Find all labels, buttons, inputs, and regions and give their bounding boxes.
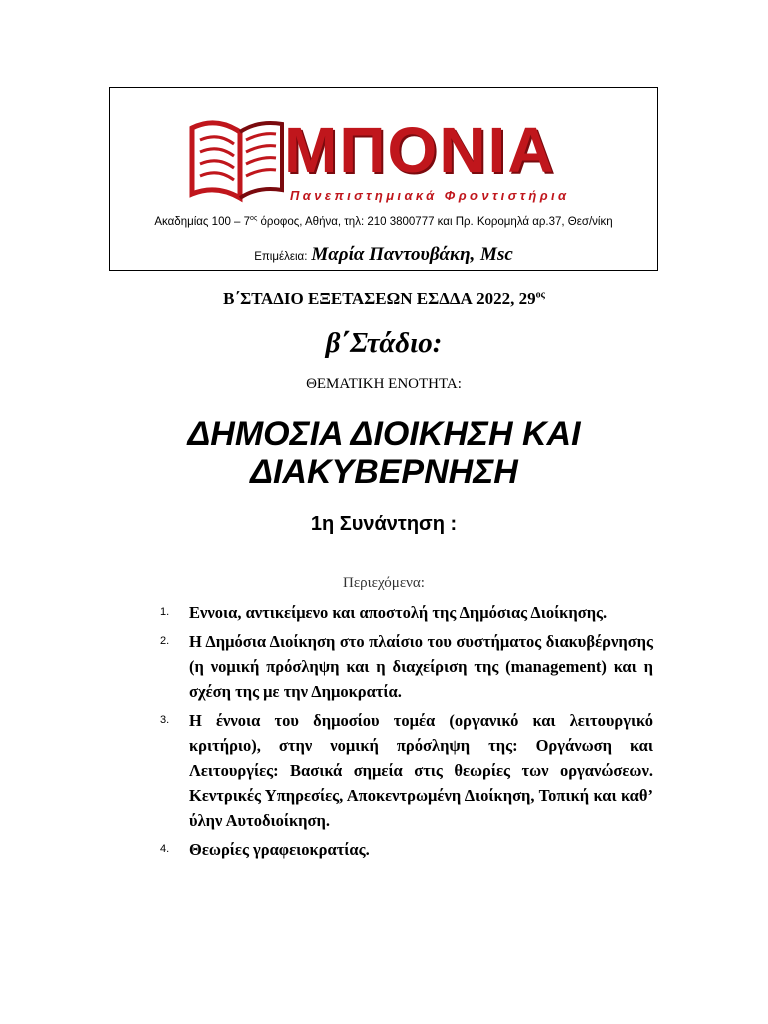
unit-label: ΘΕΜΑΤΙΚΗ ΕΝΟΤΗΤΑ: [306,376,462,392]
exam-heading-text: Β΄ΣΤΑΔΙΟ ΕΞΕΤΑΣΕΩΝ ΕΣΔΔΑ 2022, 29 [223,289,536,308]
contents-list [160,600,653,866]
list-item-text: Η έννοια του δημοσίου τομέα (οργανικό και λειτουργικό κριτήριο), στην νομική πρόσληψη της: Οργάνωση και Λειτουργίες: Βασικά σημεία στις θεωρίες των οργανώσεων. Κεντρικές Υπηρεσίες, Αποκεντρωμένη Διοίκηση, Τοπική και καθ’ ύλην Αυτοδιοίκηση. [189,711,653,830]
exam-heading-ordinal: ος [535,289,545,301]
editor-name: Μαρία Παντουβάκη, Msc [311,244,513,265]
list-item-number: 3. [160,714,170,726]
main-title-line-2: ΔΙΑΚΥΒΕΡΝΗΣΗ [250,453,518,491]
list-item-text: Θεωρίες γραφειοκρατίας. [189,840,370,859]
main-title [0,415,768,491]
brand-tagline: Πανεπιστημιακά Φροντιστήρια [290,188,570,203]
list-item-number: 4. [160,843,170,855]
open-book-icon [186,110,296,205]
address-end: όροφος, Αθήνα, τηλ: 210 3800777 και Πρ. Κορομηλά αρ.37, Θεσ/νίκη [257,215,613,228]
contents-label: Περιεχόμενα: [343,575,425,591]
address-start: Ακαδημίας 100 – 7 [154,215,251,228]
list-item-text: Εννοια, αντικείμενο και αποστολή της Δημόσιας Διοίκησης. [189,603,608,622]
exam-heading [0,289,768,309]
list-item-number: 1. [160,606,170,618]
header-box [109,87,658,271]
list-item [160,708,653,833]
list-item [160,837,653,862]
stage-title: β΄Στάδιο: [325,327,443,359]
editor-label: Επιμέλεια: [254,251,308,263]
address-ordinal: ος [250,215,258,222]
brand-name: ΜΠΟΝΙΑ [284,114,556,186]
main-title-line-1: ΔΗΜΟΣΙΑ ΔΙΟΙΚΗΣΗ ΚΑΙ [187,415,581,453]
meeting-heading: 1η Συνάντηση : [310,513,458,535]
list-item-text: Η Δημόσια Διοίκηση στο πλαίσιο του συστήματος διακυβέρνησης (η νομική πρόσληψη και η διαχείριση της (management) και η σχέση της με την Δημοκρατία. [189,632,653,701]
list-item [160,629,653,704]
address [110,215,657,228]
logo [186,110,586,210]
list-item-number: 2. [160,635,170,647]
list-item [160,600,653,625]
editor-line [110,244,657,266]
